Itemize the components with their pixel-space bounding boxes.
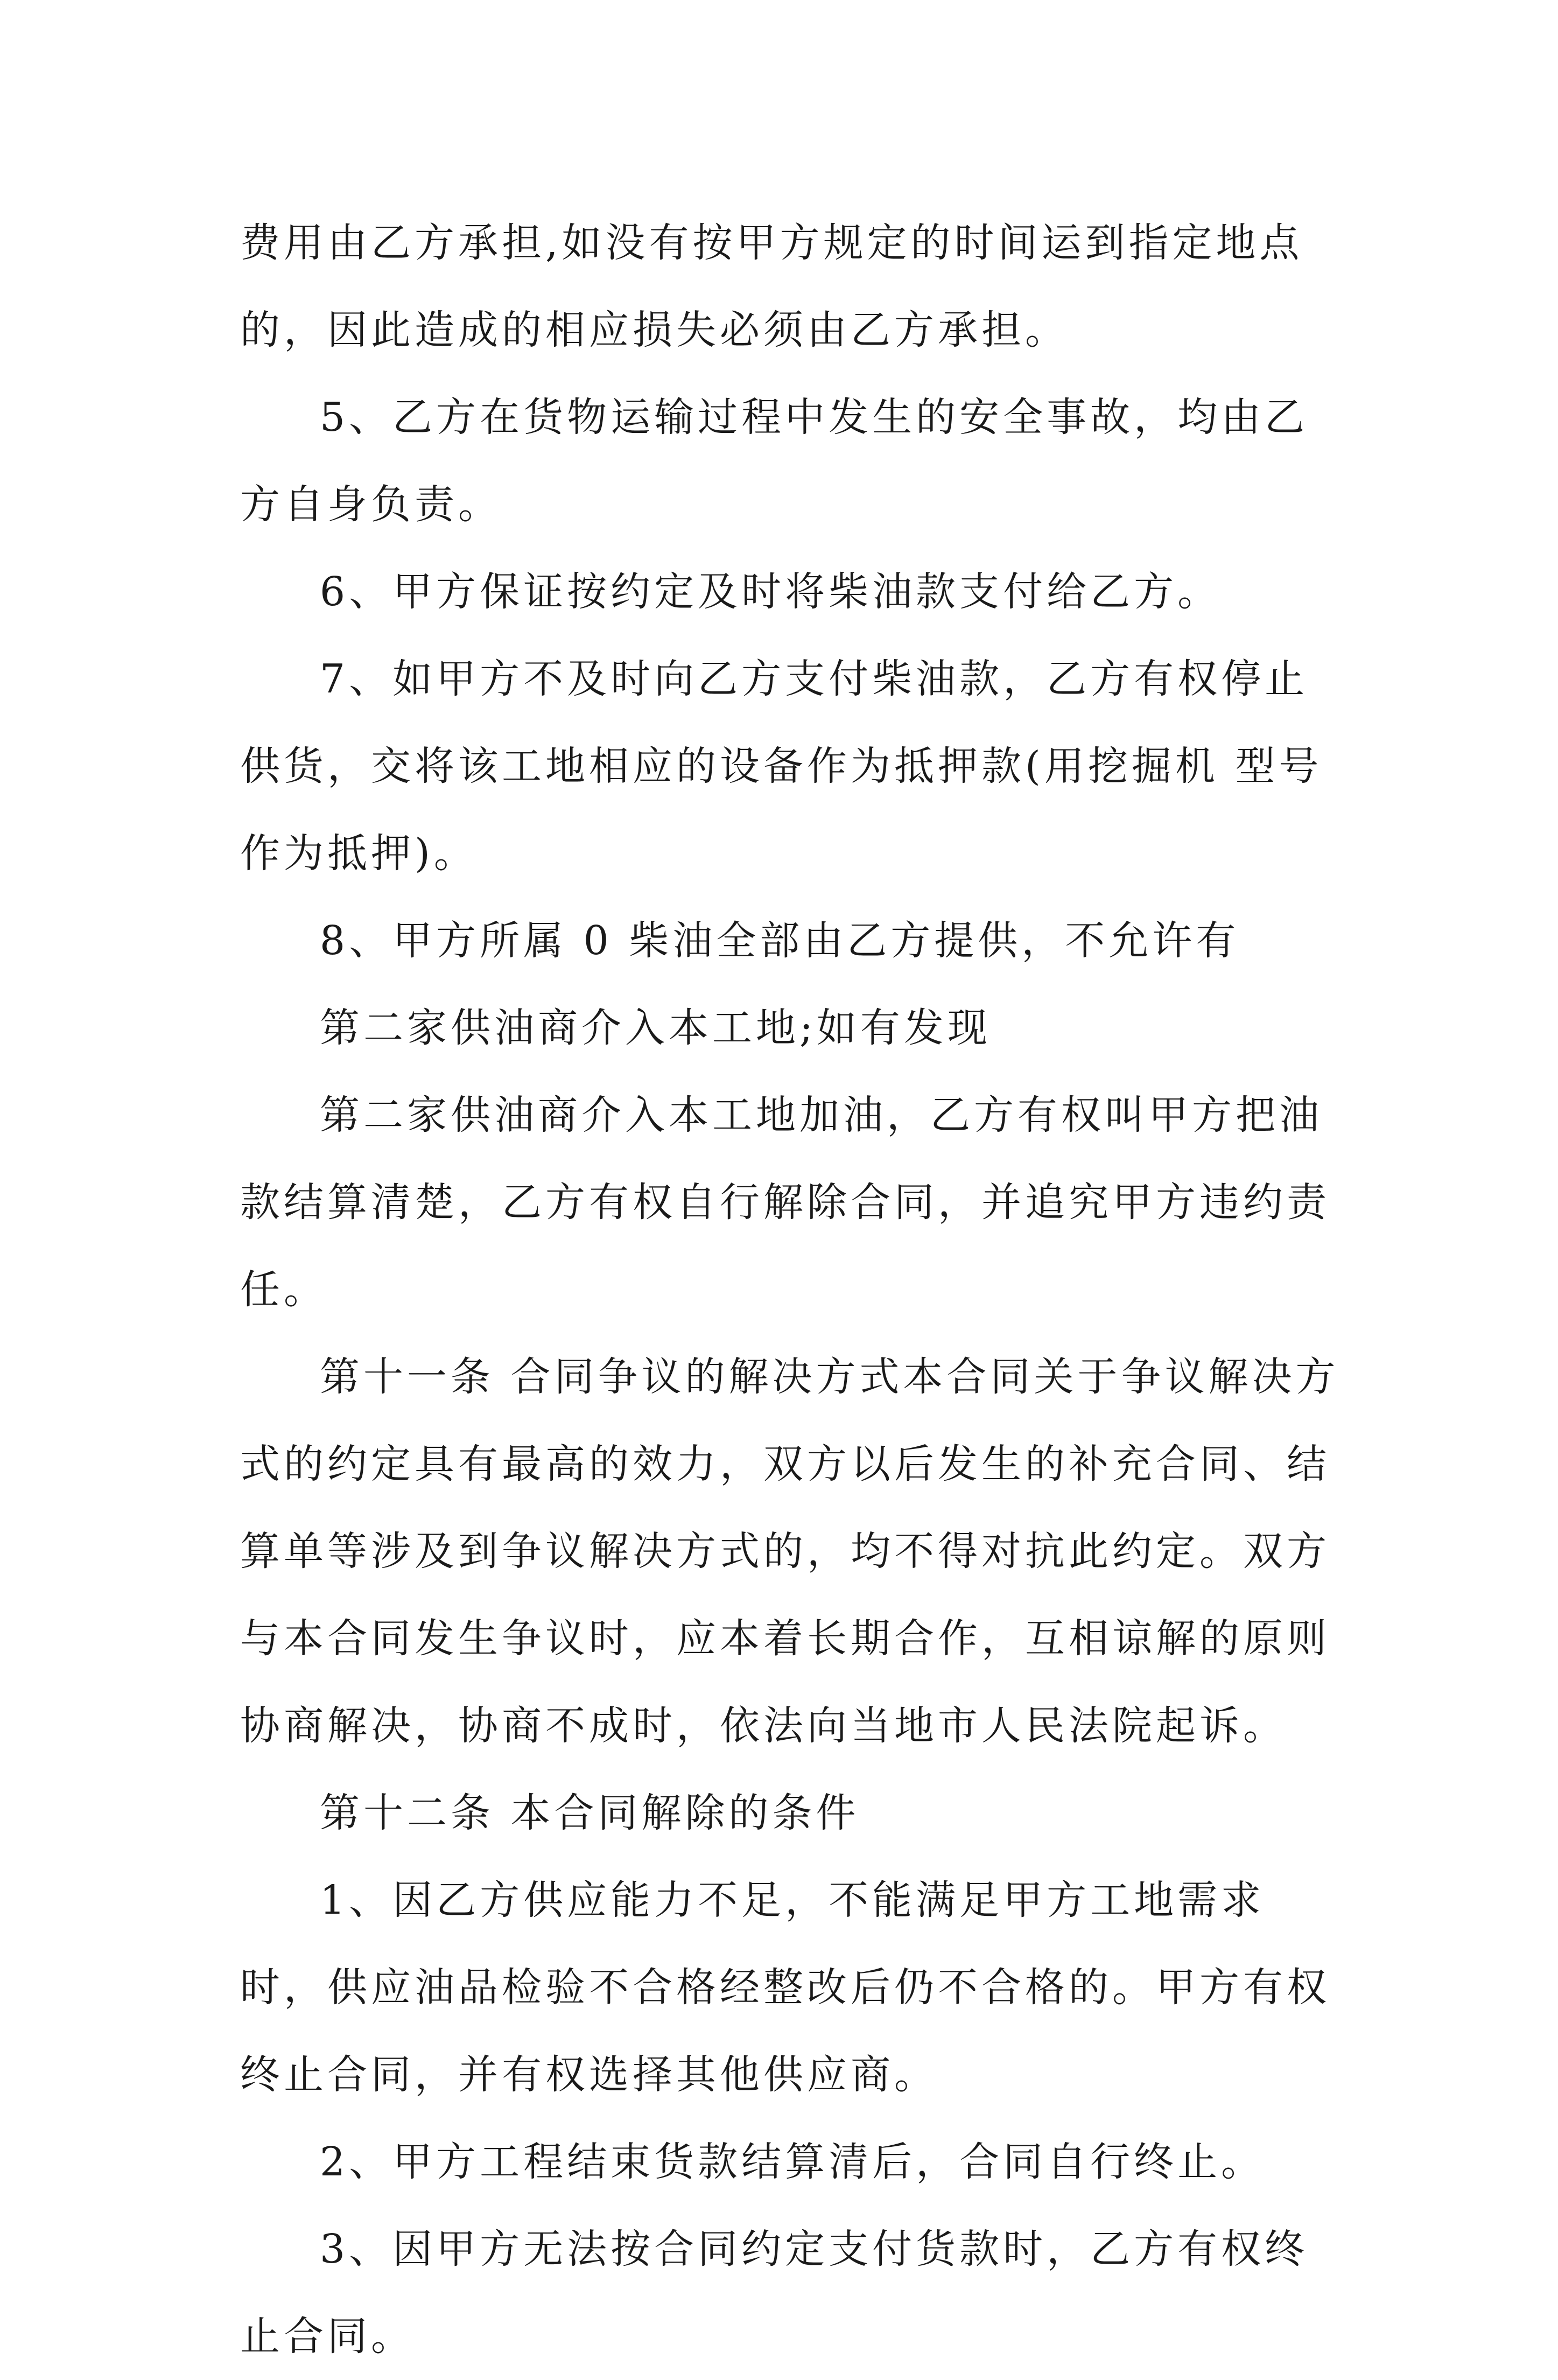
article-12-clause-1: 1、因乙方供应能力不足，不能满足甲方工地需求时，供应油品检验不合格经整改后仍不合格的。甲方有权终止合同，并有权选择其他供应商。 [240,1877,1330,2098]
article-12-heading: 第十二条 本合同解除的条件 [320,1790,860,1836]
document-body [240,199,1349,2380]
paragraph-continuation: 费用由乙方承担,如没有按甲方规定的时间运到指定地点的，因此造成的相应损失必须由乙方承担。 [240,220,1303,353]
article-12-clause-3: 3、因甲方无法按合同约定支付货款时，乙方有权终止合同。 [240,2226,1309,2360]
clause-8: 8、甲方所属 0 柴油全部由乙方提供，不允许有 [320,918,1240,964]
article-12-clause-2: 2、甲方工程结束货款结算清后，合同自行终止。 [320,2139,1265,2185]
clause-8-line-2: 第二家供油商介入本工地;如有发现 [320,1005,991,1051]
clause-6: 6、甲方保证按约定及时将柴油款支付给乙方。 [320,569,1222,615]
clause-5: 5、乙方在货物运输过程中发生的安全事故，均由乙方自身负责。 [240,394,1309,528]
clause-7: 7、如甲方不及时向乙方支付柴油款，乙方有权停止供货，交将该工地相应的设备作为抵押款(用挖掘机 型号作为抵押)。 [240,656,1323,877]
article-11: 第十一条 合同争议的解决方式本合同关于争议解决方式的约定具有最高的效力，双方以后发生的补充合同、结算单等涉及到争议解决方式的，均不得对抗此约定。双方与本合同发生争议时，应本着长期合作，互相谅解的原则协商解决，协商不成时，依法向当地市人民法院起诉。 [240,1354,1339,1749]
clause-8-line-3: 第二家供油商介入本工地加油，乙方有权叫甲方把油款结算清楚，乙方有权自行解除合同，并追究甲方违约责任。 [240,1092,1330,1313]
